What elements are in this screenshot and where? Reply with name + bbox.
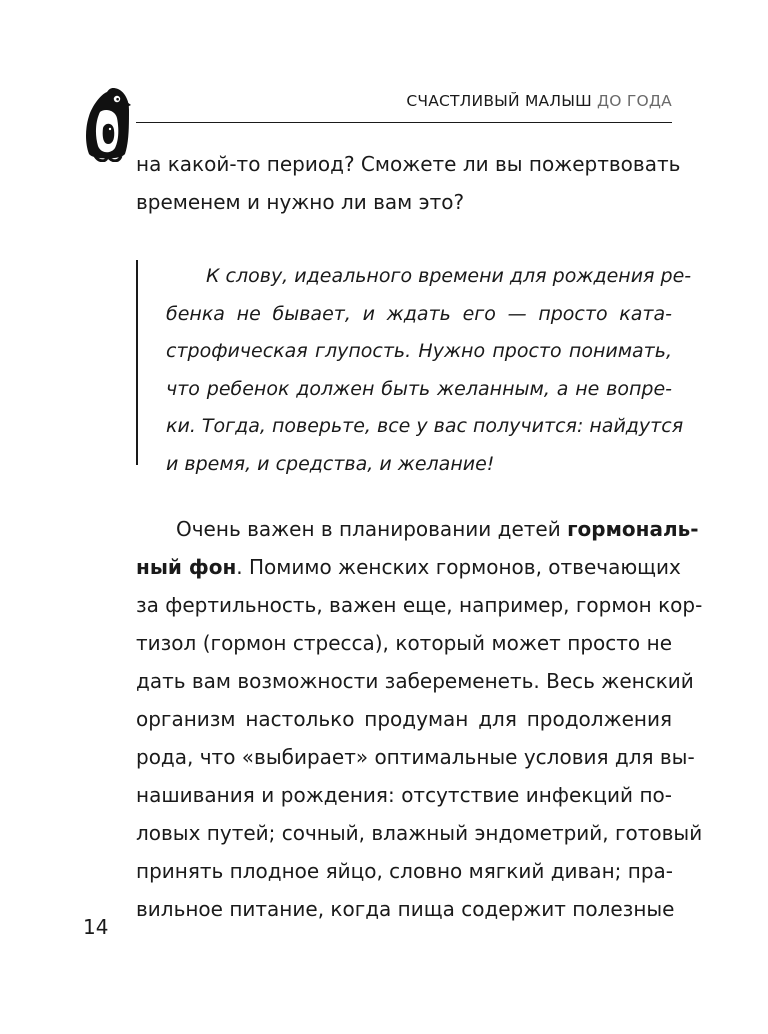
paragraph-2-line: ловых путей; сочный, влажный эндометрий, готовый [136, 821, 703, 845]
header-title-main: СЧАСТЛИВЫЙ МАЛЫШ [406, 92, 592, 110]
header-title-sub: ДО ГОДА [591, 92, 672, 110]
bold-term: гормональ- [567, 517, 699, 541]
quote-line: К слову, идеального времени для рождения ре- [206, 265, 692, 287]
paragraph-2-line [136, 510, 699, 548]
paragraph-2-line [136, 548, 681, 586]
quote-line: и время, и средства, и желание! [166, 452, 495, 475]
quote-line: ки. Тогда, поверьте, все у вас получится: найдутся [166, 415, 684, 437]
paragraph-2-text: . Помимо женских гормонов, отвечающих [236, 555, 681, 579]
quote-bar [136, 260, 138, 465]
paragraph-2-line: организм настолько продуман для продолжения [136, 707, 672, 731]
quote-line: строфическая глупость. Нужно просто понимать, [166, 340, 672, 362]
paragraph-2-line: нашивания и рождения: отсутствие инфекций по- [136, 783, 672, 807]
paragraph-2-line: рода, что «выбирает» оптимальные условия для вы- [136, 745, 695, 769]
paragraph-2-line: за фертильность, важен еще, например, гормон кор- [136, 593, 703, 617]
quote-block [136, 252, 692, 475]
paragraph-2-line: дать вам возможности забеременеть. Весь женский [136, 669, 694, 693]
paragraph-1 [136, 145, 681, 221]
quote-line: что ребенок должен быть желанным, а не вопре- [166, 377, 672, 400]
penguin-icon [83, 84, 131, 162]
quote-line: бенка не бывает, и ждать его — просто ката- [166, 302, 672, 325]
header-rule [136, 122, 672, 123]
running-header [136, 92, 672, 110]
page-number: 14 [83, 915, 109, 939]
paragraph-2-text: Очень важен в планировании детей [176, 517, 568, 541]
paragraph-2-line: принять плодное яйцо, словно мягкий диван; пра- [136, 859, 673, 883]
quote-text [166, 258, 692, 483]
paragraph-2-line: вильное питание, когда пища содержит полезные [136, 897, 675, 921]
paragraph-1-line: временем и нужно ли вам это? [136, 190, 465, 214]
paragraph-1-line: на какой-то период? Сможете ли вы пожертвовать [136, 152, 681, 176]
paragraph-2 [136, 510, 703, 928]
bold-term: ный фон [136, 555, 237, 579]
paragraph-2-line: тизол (гормон стресса), который может просто не [136, 631, 672, 655]
